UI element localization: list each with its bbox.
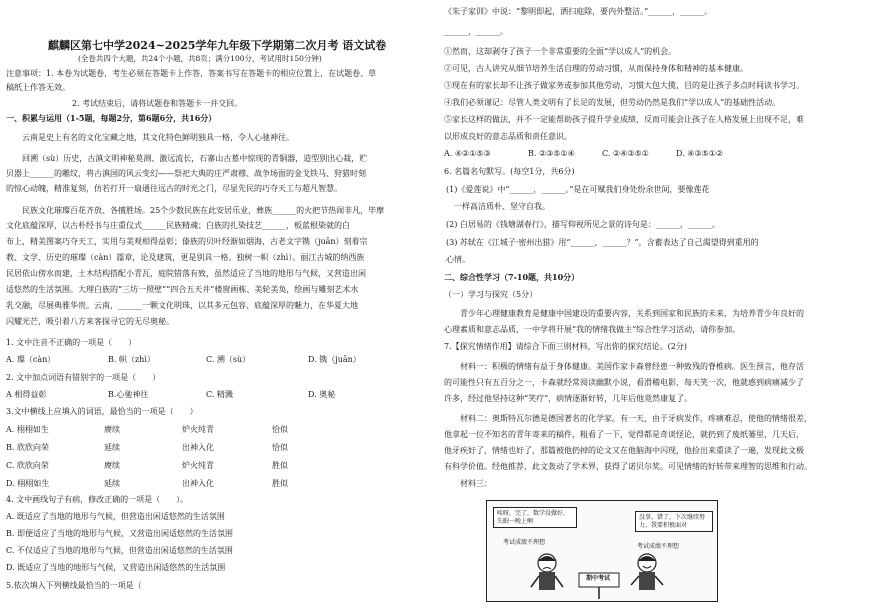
material-line: 材料二：奥斯特瓦尔德是德国著名的化学家。有一天，由于牙病发作，疼痛难忍，使他的情绪很差， <box>460 414 812 423</box>
passage-line: 回溯（sù）历史，古滇文明神秘莫测、激远流长，石寨山古墓中惊现的青铜器，造型别出心裁，贮 <box>22 154 368 163</box>
passage-line: 适悠然的生活氛围。大理白族的“三坊一照壁”“四合五天井”楼窗画栋、美轮美奂，绘画与雕刻艺术水 <box>6 285 359 294</box>
ordering-sentence: ①然而，这却剥夺了孩子一个非常重要的全面“学以成人”的机会。 <box>444 47 677 56</box>
material-line: 他拿起一位不知名的青年寄来的稿件，粗看了一下，觉得都是奇谈怪论，就扔到了废纸篓里，几天后， <box>444 430 804 439</box>
passage-line: 云南是史上有名的文化宝藏之地，其文化特色鲜明独具一格，令人心驰神往。 <box>22 133 294 142</box>
question-5: 5.依次填入下列横线最恰当的一项是（ <box>6 581 142 590</box>
question-7: 7.【探究情绪作用】请综合下面三则材料，写出你的探究结论。(2分) <box>444 342 687 351</box>
question-2: 2. 文中加点词语有错别字的一项是（ ） <box>6 373 161 382</box>
exam-title: 麒麟区第七中学2024~2025学年九年级下学期第二次月考 语文试卷 <box>48 39 387 52</box>
passage-line: 心理素质和意志品质，一中学将开展“我的情绪我做主”综合性学习活动，请你参加。 <box>444 325 741 334</box>
question-3: 3.文中横线上应填入的词语，最恰当的一项是（ ） <box>6 407 198 416</box>
passage-line: 闪耀光芒，吸引着八方来客探寻它的无尽奥秘。 <box>6 317 174 326</box>
sign-center: 期中考试 <box>586 575 611 582</box>
ordering-sentence: 以形成良好的意志品质和责任意识。 <box>444 132 572 141</box>
q3-cell: 出神入化 <box>182 443 214 452</box>
q1-option[interactable]: D. 镌（juān） <box>308 355 361 364</box>
q2-option[interactable]: C. 精溅 <box>206 390 233 399</box>
section-2-heading: 二、综合性学习（7-10题，共10分） <box>444 272 580 282</box>
material-line: 他牙疾好了，情绪也好了，那篇被他扔掉的论文又在他脑海中闪现，他捡出来重读了一遍，发现此文极 <box>444 446 804 455</box>
q5-option[interactable]: C. ②④③⑤① <box>602 149 649 158</box>
sad-student-figure <box>531 554 563 590</box>
material-line: 许多，经过他坚持这种“笑疗”，病情逐渐好转，几年后他竟然康复了。 <box>444 394 693 403</box>
material-line: 有科学价值。经他推荐，此文轰动了学术界，获得了诺贝尔奖。可见情绪的好转带来理智的思维和行动。 <box>444 462 812 471</box>
q3-cell: 炉火纯青 <box>182 425 214 434</box>
material-3-label: 材料三： <box>460 479 492 488</box>
notice-1: 注意事项：1. 本卷为试题卷，考生必须在答题卡上作答，答案书写在答题卡的相应位置上，在试题卷、草 <box>6 69 377 78</box>
q1-option[interactable]: C. 溯（sù） <box>206 355 251 364</box>
q4-option[interactable]: D. 既适应了当地的地形与气候，又营造出闲适悠然的生活氛围 <box>6 563 226 572</box>
speech-bubble-left: 唉呀，完了，数学没做好，失眠一晚上啊 <box>493 507 577 528</box>
q3-cell: 恰似 <box>272 425 288 434</box>
ordering-sentence: ②可见，古人讲究从细节培养生活自理的劳动习惯，从而保持身体和精神的基本健康。 <box>444 64 748 73</box>
q3-cell: 恰似 <box>272 443 288 452</box>
sign-left: 考试成绩不理想 <box>503 539 546 546</box>
q6-item[interactable]: (3) 苏轼在《江城子·密州出猎》用“______，______？”，含蓄表达了自己渴望得到重用的 <box>446 238 759 247</box>
passage-line: 贝器上______的雕纹，将古滇国的风云变幻——祭祀大典的庄严肃穆、战争场面的金戈铁马、狩猎时刻 <box>6 169 366 178</box>
question-6: 6. 名篇名句默写。(每空1分，共6分) <box>444 167 575 176</box>
q6-item[interactable]: (1)《爱莲说》中“______，______。”是在可赋我们身处纷余世间，要像莲花 <box>446 185 710 194</box>
cartoon-figures <box>487 501 717 601</box>
q1-option[interactable]: A. 璨（càn） <box>6 355 56 364</box>
q3-cell: C. 欣欣向荣 <box>6 461 49 470</box>
notice-1-cont: 稿纸上作答无效。 <box>6 83 70 92</box>
cartoon-illustration <box>486 500 718 602</box>
q1-option[interactable]: B. 帜（zhì） <box>108 355 155 364</box>
ordering-sentence: ⑤家长这样的做法，并不一定能帮助孩子提升学业成绩，反而可能会让孩子在人格发展上出现不足，难 <box>444 115 804 124</box>
passage-line: 文化底蕴深厚，以古朴经书与庄重仪式______民族精魂；白族的扎染技艺______，板蓝根染就的白 <box>6 221 350 230</box>
q3-cell: 胜似 <box>272 479 288 488</box>
passage-line: 民族文化璀璨百花齐放、各擅胜场。25个少数民族在此安居乐业，彝族______的火把节热闹非凡，毕摩 <box>22 206 385 215</box>
q4-option[interactable]: C. 不仅适应了当地的地形与气候，但营造出闲适悠然的生活氛围 <box>6 546 233 555</box>
passage-line: 乳交融，尽展典雅华贵。云南，______一颗文化明珠，以其多元包容、底蕴深厚的魅力，在华夏大地 <box>6 301 358 310</box>
ordering-sentence: ④我们必须谨记：尽管人类文明有了长足的发展，但劳动仍然是我们“学以成人”的基础性活动。 <box>444 98 781 107</box>
ordering-sentence: ③现在有的家长却不让孩子做家务或参加其他劳动，习惯大包大揽，目的是让孩子多点时间读书学习。 <box>444 81 804 90</box>
question-4: 4. 文中画线句子有病，修改正确的一项是（ ）。 <box>6 495 189 504</box>
question-1: 1. 文中注音不正确的一项是（ ） <box>6 338 137 347</box>
q3-cell: A. 栩栩如生 <box>6 425 49 434</box>
q3-cell: 赓续 <box>104 461 120 470</box>
q3-cell: D. 栩栩如生 <box>6 479 50 488</box>
speech-bubble-right: 没事，错了，下次继续努力，我要积极面对 <box>635 511 713 532</box>
passage-line: 教、文学、历史的璀璨（càn）篇章，论及建筑，更是别具一格。独树一帜（zhì）。丽江古城的纳西族 <box>6 253 365 262</box>
happy-student-figure <box>631 554 663 590</box>
material-line: 材料一：积极的情绪有益于身体健康。美国作家卡森曾经患一种致残的脊椎病。医生预言，他存活 <box>460 362 804 371</box>
q3-cell: 延续 <box>104 479 120 488</box>
q2-option[interactable]: A 相得益彰 <box>6 390 47 399</box>
q3-cell: 出神入化 <box>182 479 214 488</box>
q3-cell: 胜似 <box>272 461 288 470</box>
q3-cell: 赓续 <box>104 425 120 434</box>
passage-line: 布上，精美图案巧夺天工，实用与美观相得益彰；傣族的贝叶经渐如烟海，古老文字镌（juān）刻着宗 <box>6 237 368 246</box>
q2-option[interactable]: B.心驰神往 <box>108 390 149 399</box>
q6-item-cont: 一样高洁质朴、坚守自我。 <box>454 202 550 211</box>
q5-option[interactable]: A. ④②①⑤③ <box>444 149 491 158</box>
notice-2: 2. 考试结束后，请将试题卷和答题卡一并交回。 <box>72 99 243 108</box>
q3-cell: B. 欣欣向荣 <box>6 443 49 452</box>
passage-line: 民居依山傍水而建，土木结构搭配小青瓦，庭院错落有致，虽然适应了当地的地形与气候，又营造出闲 <box>6 269 366 278</box>
sign-right: 考试成绩不理想 <box>637 543 680 550</box>
q4-option[interactable]: B. 即便适应了当地的地形与气候，又营造出闲适悠然的生活氛围 <box>6 529 233 538</box>
q6-item-cont: 心情。 <box>446 255 470 264</box>
q6-item[interactable]: (2) 白居易的《钱塘湖春行》，描写仰视所见之景的诗句是：______，______。 <box>446 220 720 229</box>
passage-line: 青少年心理健康教育是健康中国建设的重要内容，关系到国家和民族的未来，为培养青少年良好的 <box>460 309 804 318</box>
q5-option[interactable]: B. ②③⑤①④ <box>528 149 575 158</box>
q5-option[interactable]: D. ④③⑤①② <box>676 149 724 158</box>
passage-line: 的惊心动魄，精准复刻，仿若打开一扇通往远古的时光之门，尽显先民的巧夺天工与超凡智慧。 <box>6 184 342 193</box>
q3-cell: 延续 <box>104 443 120 452</box>
q2-option[interactable]: D. 奥秘 <box>308 390 336 399</box>
passage-line: ______，______。 <box>444 27 508 36</box>
material-line: 的可能性只有五百分之一，卡森就经常阅读幽默小说，看滑稽电影，每天笑一次，他就惑到病痛减少了 <box>444 378 804 387</box>
section-1-heading: 一、积累与运用（1-5题，每题2分，第6题6分，共16分） <box>6 113 217 123</box>
q4-option[interactable]: A. 既适应了当地的地形与气候，但营造出闲适悠然的生活氛围 <box>6 512 225 521</box>
exam-subtitle: (全卷共四个大题，共24个小题，共8页；满分100分，考试用时150分钟) <box>78 54 322 63</box>
subsection-heading: （一）学习与探究（5分） <box>444 290 538 299</box>
q3-cell: 炉火纯青 <box>182 461 214 470</box>
passage-line: 《朱子家训》中说：“黎明即起，洒扫庭除，要内外整洁。”______，______。 <box>444 7 713 16</box>
